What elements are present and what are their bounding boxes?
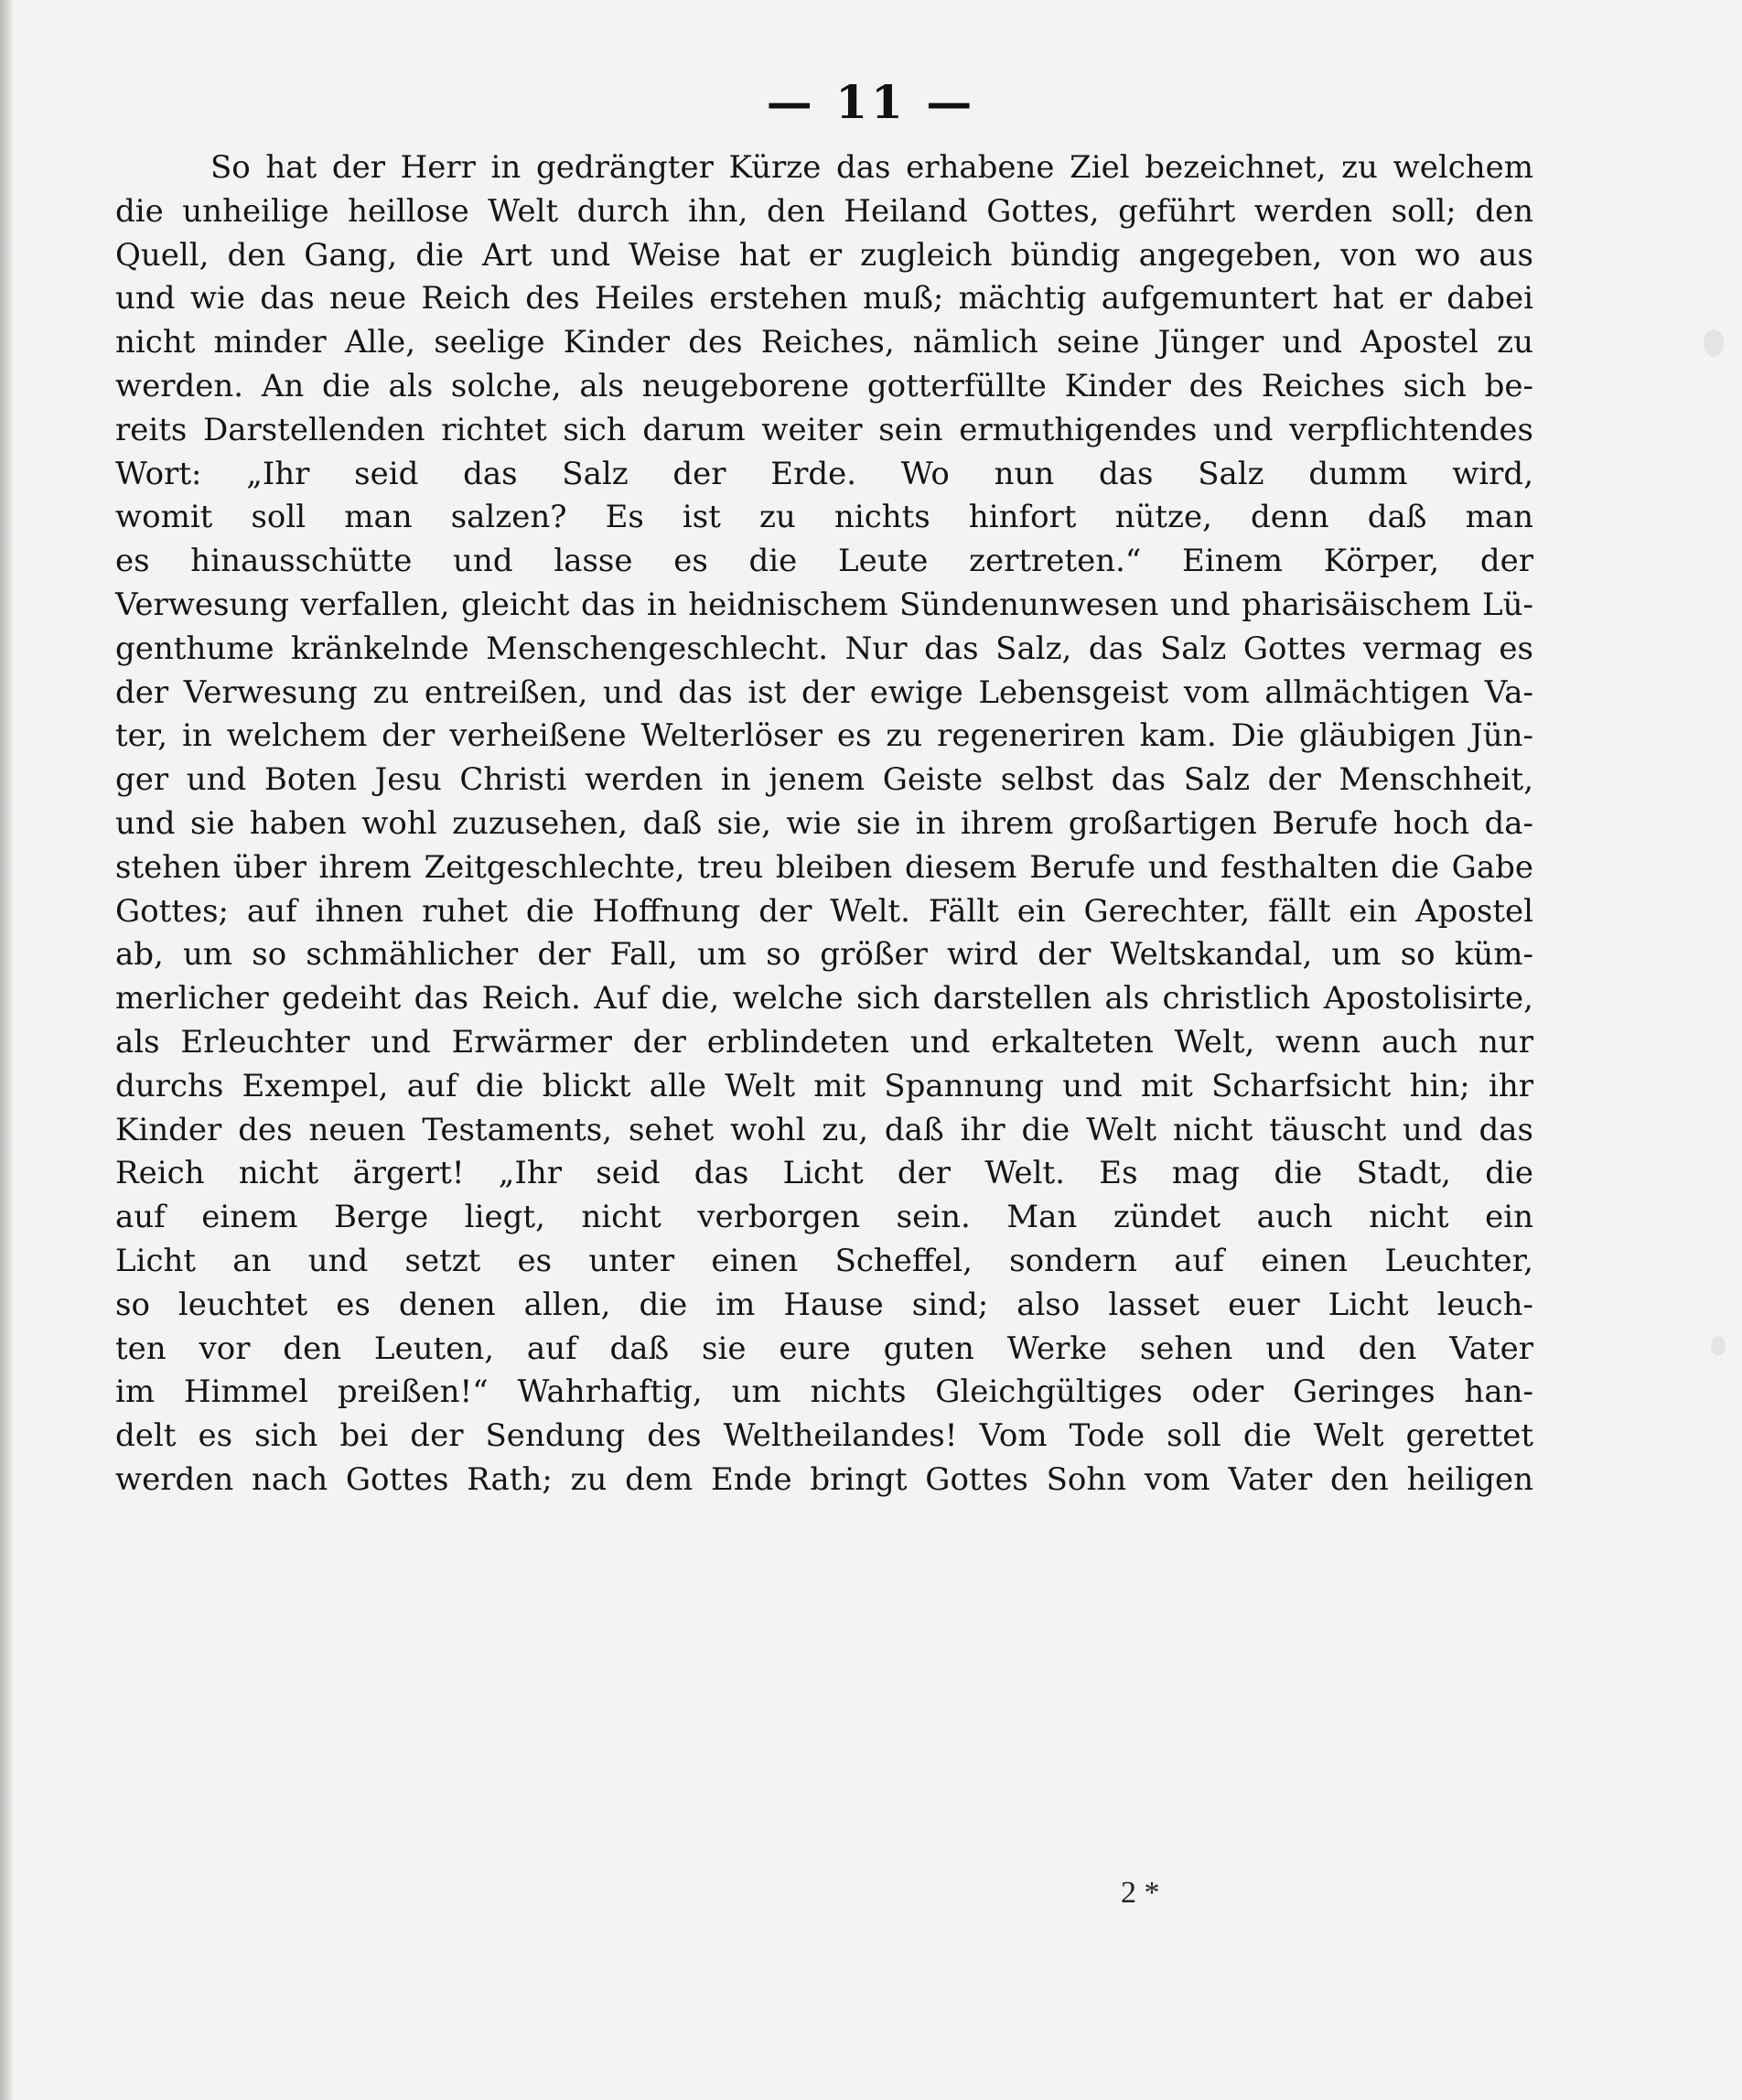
text-line: und wie das neue Reich des Heiles erstehen muß; mächtig aufgemuntert hat er dabei [115, 280, 1533, 318]
text-line: so leuchtet es denen allen, die im Hause sind; also lasset euer Licht leuch- [115, 1286, 1533, 1323]
text-line: als Erleuchter und Erwärmer der erblindeten und erkalteten Welt, wenn auch nur [115, 1023, 1533, 1061]
text-line: nicht minder Alle, seelige Kinder des Reiches, nämlich seine Jünger und Apostel zu [115, 324, 1533, 361]
text-line: Quell, den Gang, die Art und Weise hat er zugleich bündig angegeben, von wo aus [115, 236, 1533, 274]
text-line: Gottes; auf ihnen ruhet die Hoffnung der Welt. Fällt ein Gerechter, fällt ein Apostel [115, 892, 1533, 930]
page-number: — 11 — [766, 75, 976, 129]
text-line: genthume kränkelnde Menschengeschlecht. Nur das Salz, das Salz Gottes vermag es [115, 630, 1533, 667]
body-text [115, 146, 1533, 1502]
text-line: im Himmel preißen!“ Wahrhaftig, um nichts Gleichgültiges oder Geringes han- [115, 1373, 1533, 1411]
text-line: auf einem Berge liegt, nicht verborgen sein. Man zündet auch nicht ein [115, 1199, 1533, 1236]
text-line: der Verwesung zu entreißen, und das ist der ewige Lebensgeist vom allmächtigen Va- [115, 673, 1533, 711]
text-line: Kinder des neuen Testaments, sehet wohl zu, daß ihr die Welt nicht täuscht und das [115, 1111, 1533, 1148]
text-line: werden nach Gottes Rath; zu dem Ende bringt Gottes Sohn vom Vater den heiligen [115, 1460, 1533, 1498]
text-line: reits Darstellenden richtet sich darum weiter sein ermuthigendes und verpflichtendes [115, 411, 1533, 448]
signature-mark: 2 * [1121, 1876, 1160, 1910]
text-line: Licht an und setzt es unter einen Scheffel, sondern auf einen Leuchter, [115, 1242, 1533, 1279]
paper-smudge [1711, 1336, 1726, 1356]
text-line: Verwesung verfallen, gleicht das in heidnischem Sündenunwesen und pharisäischem Lü- [115, 586, 1533, 623]
text-line: stehen über ihrem Zeitgeschlechte, treu bleiben diesem Berufe und festhalten die Gabe [115, 848, 1533, 886]
text-line: und sie haben wohl zuzusehen, daß sie, wie sie in ihrem großartigen Berufe hoch da- [115, 804, 1533, 842]
paper-smudge [1704, 329, 1724, 357]
text-line: werden. An die als solche, als neugeborene gotterfüllte Kinder des Reiches sich be- [115, 367, 1533, 404]
text-line: es hinausschütte und lasse es die Leute zertreten.“ Einem Körper, der [115, 543, 1533, 580]
text-line: merlicher gedeiht das Reich. Auf die, welche sich darstellen als christlich Apostolisirte, [115, 980, 1533, 1018]
text-line: Reich nicht ärgert! „Ihr seid das Licht der Welt. Es mag die Stadt, die [115, 1155, 1533, 1192]
text-line: womit soll man salzen? Es ist zu nichts hinfort nütze, denn daß man [115, 499, 1533, 536]
text-line: ten vor den Leuten, auf daß sie eure guten Werke sehen und den Vater [115, 1330, 1533, 1367]
text-line: delt es sich bei der Sendung des Weltheilandes! Vom Tode soll die Welt gerettet [115, 1417, 1533, 1455]
text-line: Wort: „Ihr seid das Salz der Erde. Wo nun das Salz dumm wird, [115, 455, 1533, 492]
text-line: die unheilige heillose Welt durch ihn, den Heiland Gottes, geführt werden soll; den [115, 192, 1533, 230]
text-line: So hat der Herr in gedrängter Kürze das erhabene Ziel bezeichnet, zu welchem [210, 149, 1533, 186]
text-line: ter, in welchem der verheißene Welterlöser es zu regeneriren kam. Die gläubigen Jün- [115, 717, 1533, 755]
text-line: durchs Exempel, auf die blickt alle Welt mit Spannung und mit Scharfsicht hin; ihr [115, 1067, 1533, 1104]
text-line: ab, um so schmählicher der Fall, um so größer wird der Weltskandal, um so küm- [115, 936, 1533, 974]
text-line: ger und Boten Jesu Christi werden in jenem Geiste selbst das Salz der Menschheit, [115, 761, 1533, 799]
page-edge-shadow [0, 0, 13, 2100]
